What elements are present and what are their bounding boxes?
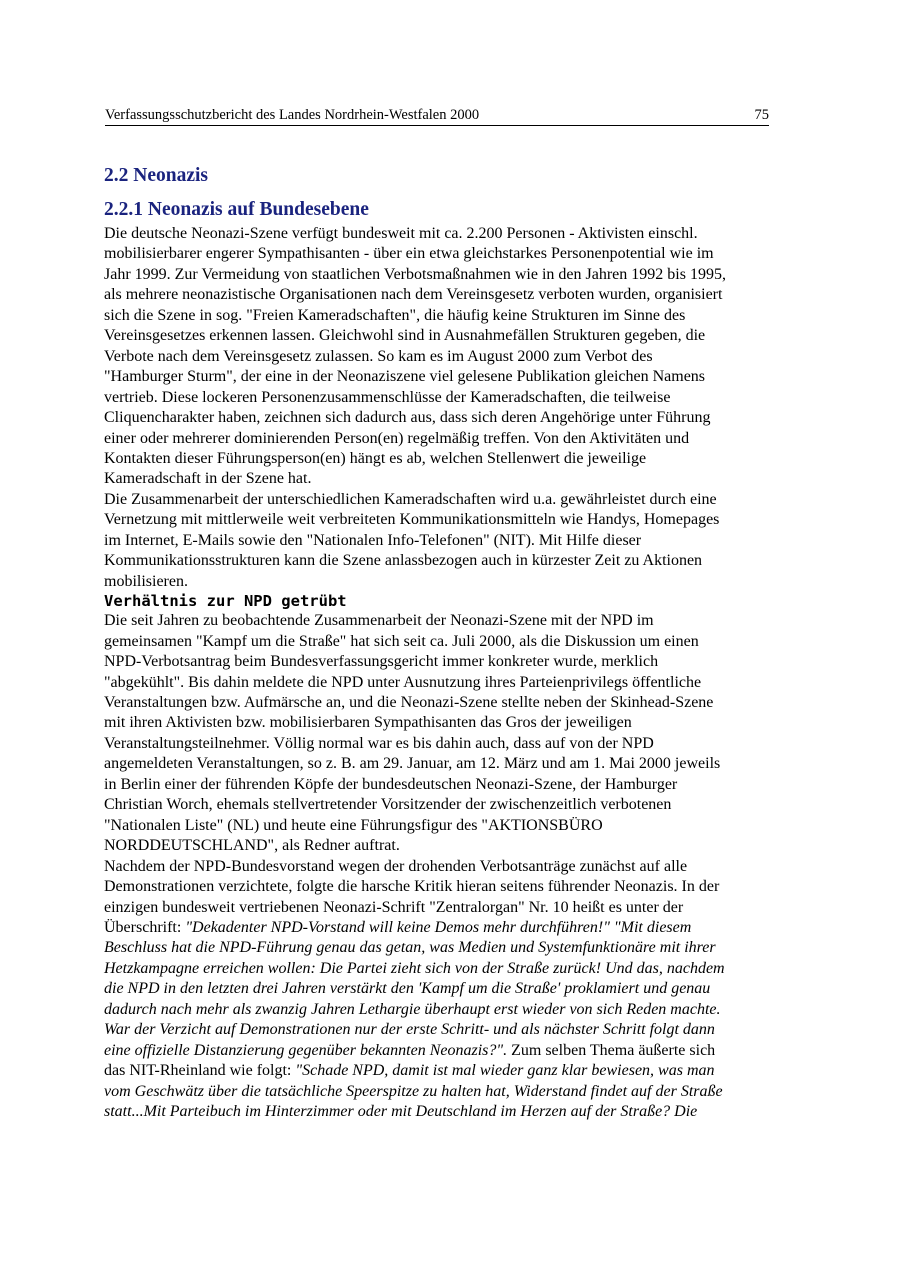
paragraph-mid-text: Zum selben Thema äußerte sich das NIT-Rheinland wie folgt:	[104, 1041, 716, 1080]
header-title: Verfassungsschutzbericht des Landes Nordrhein-Westfalen 2000	[105, 107, 480, 123]
page-number: 75	[754, 107, 769, 123]
document-content	[104, 163, 794, 1122]
section-title: 2.2 Neonazis	[104, 165, 208, 186]
page-header	[105, 107, 769, 126]
paragraph-npd-criticism	[104, 857, 794, 1123]
quote-nit-rheinland: "Schade NPD, damit ist mal wieder ganz klar bewiesen, was man vom Geschwätz über die tatsächliche Speerspitze zu halten hat, Widerstand findet auf der Straße statt...Mit Parteibuch im Hinterzimmer oder mit Deutschland im Herzen auf der Straße? Die	[104, 1062, 723, 1121]
paragraph-intro-text: Nachdem der NPD-Bundesvorstand wegen der drohenden Verbotsanträge zunächst auf alle Demonstrationen verzichtete, folgte die harsche Kritik hieran seitens führender Neonazis. In der einzigen bundesweit vertriebenen Neonazi-Schrift "Zentralorgan" Nr. 10 heißt es unter der Überschrift:	[104, 857, 720, 936]
paragraph-scene-overview: Die deutsche Neonazi-Szene verfügt bundesweit mit ca. 2.200 Personen - Aktivisten einschl. mobilisierbarer engerer Sympathisanten - über ein etwa gleichstarkes Personenpotential wie im Jahr 1999. Zur Vermeidung von staatlichen Verbotsmaßnahmen wie in den Jahren 1992 bis 1995, als mehrere neonazistische Organisationen nach dem Vereinsgesetz verboten wurden, organisiert sich die Szene in sog. "Freien Kameradschaften", die häufig keine Strukturen im Sinne des Vereinsgesetzes erkennen lassen. Gleichwohl sind in Ausnahmefällen Strukturen gegeben, die Verbote nach dem Vereinsgesetz zulassen. So kam es im August 2000 zum Verbot des "Hamburger Sturm", der eine in der Neonaziszene viel gelesene Publikation gleichen Namens vertrieb. Diese lockeren Personenzusammenschlüsse der Kameradschaften, die teilweise Cliquencharakter haben, zeichnen sich dadurch aus, dass sich deren Angehörige unter Führung einer oder mehrerer dominierenden Person(en) regelmäßig treffen. Von den Aktivitäten und Kontakten dieser Führungsperson(en) hängt es ab, welchen Stellenwert die jeweilige Kameradschaft in der Szene hat.	[104, 225, 726, 488]
quote-zentralorgan: "Dekadenter NPD-Vorstand will keine Demos mehr durchführen!" "Mit diesem Beschluss hat die NPD-Führung genau das getan, was Medien und Systemfunktionäre mit ihrer Hetzkampagne erreichen wollen: Die Partei zieht sich von der Straße zurück! Und das, nachdem die NPD in den letzten drei Jahren verstärkt den 'Kampf um die Straße' proklamiert und genau dadurch nach mehr als zwanzig Jahren Lethargie überhaupt erst wieder von sich Reden machte. War der Verzicht auf Demonstrationen nur der erste Schritt- und als nächster Schritt folgt dann eine offizielle Distanzierung gegenüber bekannten Neonazis?".	[104, 918, 725, 1059]
paragraph-communication-networks: Die Zusammenarbeit der unterschiedlichen Kameradschaften wird u.a. gewährleistet durch eine Vernetzung mit mittlerweile weit verbreiteten Kommunikationsmitteln wie Handys, Homepages im Internet, E-Mails sowie den "Nationalen Info-Telefonen" (NIT). Mit Hilfe dieser Kommunikationsstrukturen kann die Szene anlassbezogen auch in kürzester Zeit zu Aktionen mobilisieren.	[104, 490, 720, 590]
inline-heading-npd-relationship: Verhältnis zur NPD getrübt	[104, 592, 347, 611]
subsection-title: 2.2.1 Neonazis auf Bundesebene	[104, 199, 369, 220]
paragraph-npd-cooperation: Die seit Jahren zu beobachtende Zusammenarbeit der Neonazi-Szene mit der NPD im gemeinsamen "Kampf um die Straße" hat sich seit ca. Juli 2000, als die Diskussion um einen NPD-Verbotsantrag beim Bundesverfassungsgericht immer konkreter wurde, merklich "abgekühlt". Bis dahin meldete die NPD unter Ausnutzung ihres Parteienprivilegs öffentliche Veranstaltungen bzw. Aufmärsche an, und die Neonazi-Szene stellte neben der Skinhead-Szene mit ihren Aktivisten bzw. mobilisierbaren Sympathisanten das Gros der jeweiligen Veranstaltungsteilnehmer. Völlig normal war es bis dahin auch, dass auf von der NPD angemeldeten Veranstaltungen, so z. B. am 29. Januar, am 12. März und am 1. Mai 2000 jeweils in Berlin einer der führenden Köpfe der bundesdeutschen Neonazi-Szene, der Hamburger Christian Worch, ehemals stellvertretender Vorsitzender der zwischenzeitlich verbotenen "Nationalen Liste" (NL) und heute eine Führungsfigur des "AKTIONSBÜRO NORDDEUTSCHLAND", als Redner auftrat.	[104, 612, 721, 855]
